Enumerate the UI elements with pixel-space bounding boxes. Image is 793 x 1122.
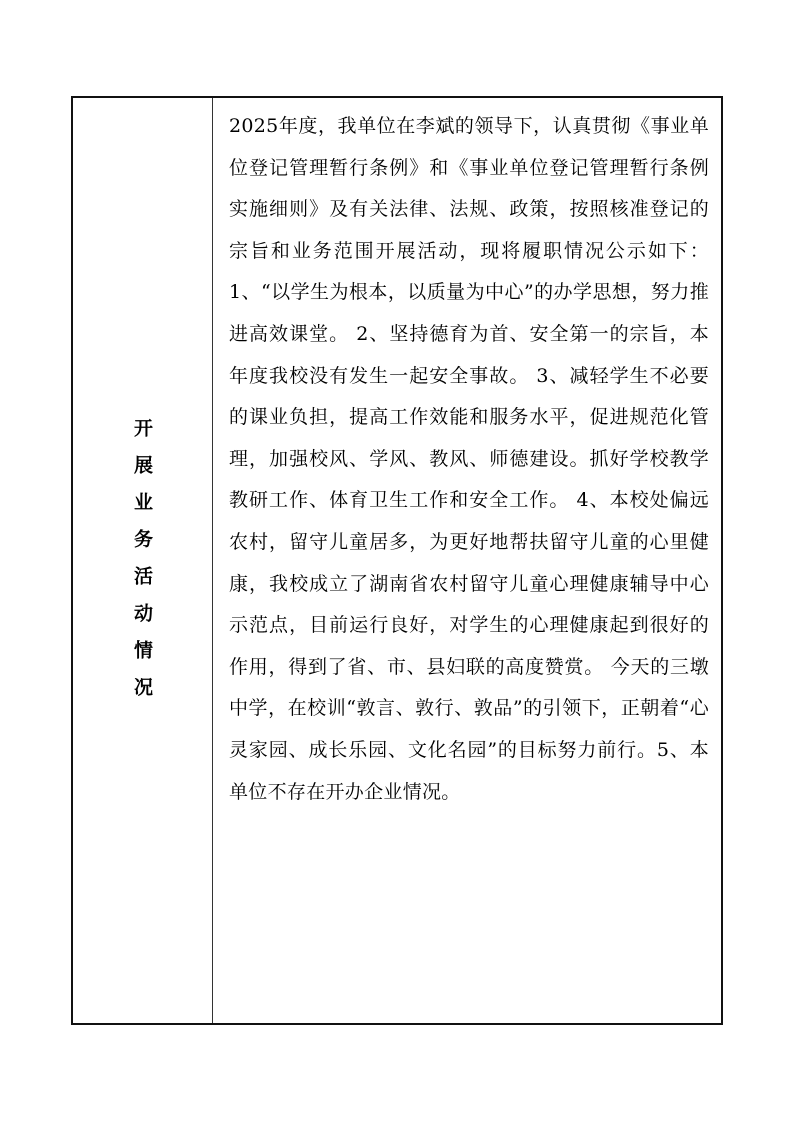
section-label: 开展业务活动情况 [131, 417, 153, 714]
activity-report-table [71, 96, 723, 1025]
section-label-cell [73, 98, 213, 1023]
section-content-cell [213, 98, 721, 1023]
section-content-text: 2025年度，我单位在李斌的领导下，认真贯彻《事业单位登记管理暂行条例》和《事业单位登记管理暂行条例实施细则》及有关法律、法规、政策，按照核准登记的宗旨和业务范围开展活动，现将履职情况公示如下： 1、“以学生为根本，以质量为中心”的办学思想，努力推进高效课堂。 2、坚持德育为首、安全第一的宗旨，本年度我校没有发生一起安全事故。 3、减轻学生不必要的课业负担，提高工作效能和服务水平，促进规范化管理，加强校风、学风、教风、师德建设。抓好学校教学教研工作、体育卫生工作和安全工作。 4、本校处偏远农村，留守儿童居多，为更好地帮扶留守儿童的心里健康，我校成立了湖南省农村留守儿童心理健康辅导中心示范点，目前运行良好，对学生的心理健康起到很好的作用，得到了省、市、县妇联的高度赞赏。 今天的三墩中学，在校训“敦言、敦行、敦品”的引领下，正朝着“心灵家园、成长乐园、文化名园”的目标努力前行。5、本单位不存在开办企业情况。 [229, 115, 709, 803]
